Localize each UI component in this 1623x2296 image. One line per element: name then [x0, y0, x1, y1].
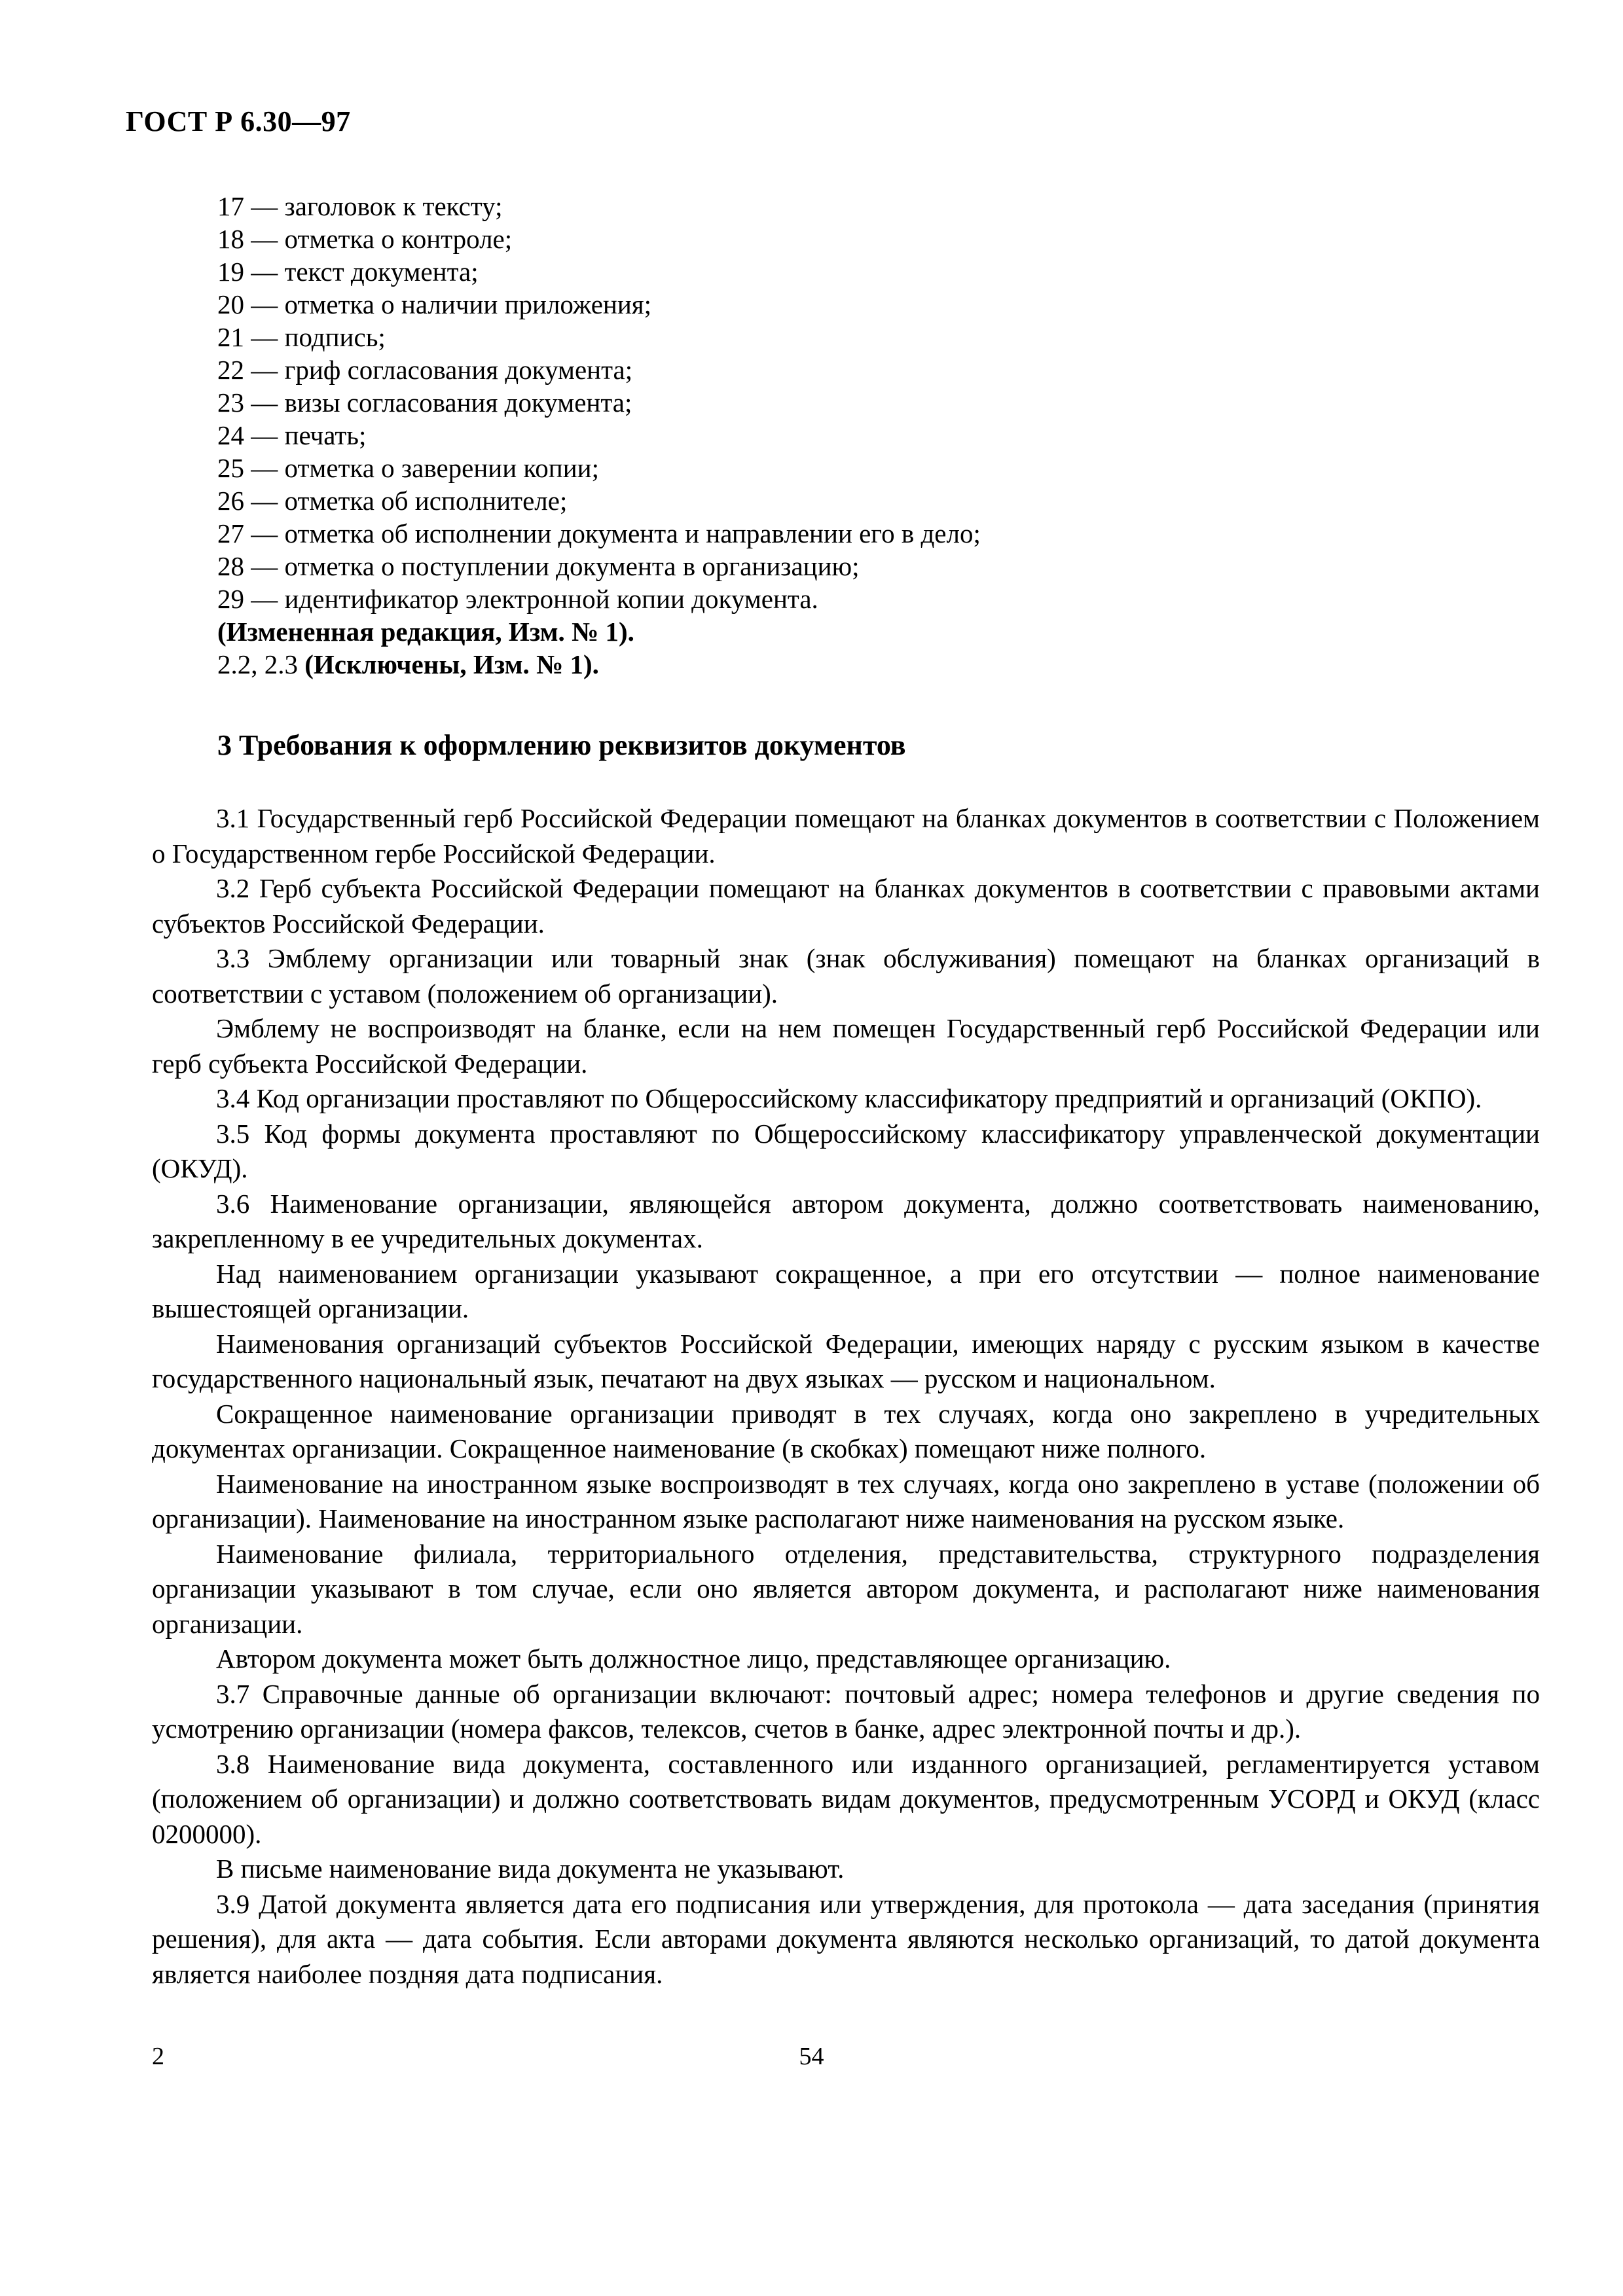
paragraph-3-1: 3.1 Государственный герб Российской Федерации помещают на бланках документов в соответствии с Положением о Государственном гербе Российской Федерации.	[152, 803, 1540, 869]
excluded-note-prefix: 2.2, 2.3	[217, 649, 305, 679]
list-item: 28 — отметка о поступлении документа в организацию;	[217, 551, 860, 581]
paragraph-3-3: 3.3 Эмблему организации или товарный знак (знак обслуживания) помещают на бланках организаций в соответствии с уставом (положением об организации).	[152, 943, 1540, 1009]
page-content	[152, 190, 1540, 1992]
paragraph-3-7: 3.7 Справочные данные об организации включают: почтовый адрес; номера телефонов и другие сведения по усмотрению организации (номера факсов, телексов, счетов в банке, адрес электронной почты и др.).	[152, 1678, 1540, 1744]
list-item: 18 — отметка о контроле;	[217, 224, 513, 254]
paragraph-letter-no-doc-type: В письме наименование вида документа не указывают.	[216, 1854, 845, 1884]
requisites-list	[152, 190, 1540, 615]
list-item: 17 — заголовок к тексту;	[217, 191, 503, 221]
excluded-note-bold: (Исключены, Изм. № 1).	[304, 649, 599, 679]
paragraph-emblem-not-reproduced: Эмблему не воспроизводят на бланке, если на нем помещен Государственный герб Российской Федерации или герб субъекта Российской Федерации.	[152, 1013, 1540, 1079]
footer-page-number-center: 54	[799, 2043, 824, 2070]
list-item: 22 — гриф согласования документа;	[217, 355, 633, 385]
footer-page-number-left: 2	[152, 2043, 164, 2070]
paragraph-foreign-language-name: Наименование на иностранном языке воспроизводят в тех случаях, когда оно закреплено в уставе (положении об организации). Наименование на иностранном языке располагают ниже наименования на русском языке.	[152, 1468, 1540, 1534]
standard-header: ГОСТ Р 6.30—97	[126, 105, 351, 137]
list-item: 29 — идентификатор электронной копии документа.	[217, 584, 818, 614]
excluded-note	[152, 648, 1540, 681]
list-item: 25 — отметка о заверении копии;	[217, 453, 599, 483]
paragraph-branch-name: Наименование филиала, территориального отделения, представительства, структурного подразделения организации указывают в том случае, если оно является автором документа, и располагают ниже наименования организации.	[152, 1538, 1540, 1639]
paragraph-short-name: Сокращенное наименование организации приводят в тех случаях, когда оно закреплено в учредительных документах организации. Сокращенное наименование (в скобках) помещают ниже полного.	[152, 1398, 1540, 1463]
paragraph-superior-organization: Над наименованием организации указывают сокращенное, а при его отсутствии — полное наименование вышестоящей организации.	[152, 1258, 1540, 1323]
paragraph-3-2: 3.2 Герб субъекта Российской Федерации помещают на бланках документов в соответствии с правовыми актами субъектов Российской Федерации.	[152, 873, 1540, 939]
paragraph-author-official: Автором документа может быть должностное лицо, представляющее организацию.	[216, 1643, 1171, 1674]
list-item: 20 — отметка о наличии приложения;	[217, 289, 652, 319]
paragraph-3-6: 3.6 Наименование организации, являющейся автором документа, должно соответствовать наименованию, закрепленному в ее учредительных документах.	[152, 1188, 1540, 1253]
paragraph-3-8: 3.8 Наименование вида документа, составленного или изданного организацией, регламентируется уставом (положением об организации) и должно соответствовать видам документов, предусмотренным УСОРД и ОКУД (класс 0200000).	[152, 1748, 1540, 1849]
list-item: 21 — подпись;	[217, 322, 386, 352]
page-footer	[0, 2042, 1623, 2081]
paragraph-3-4: 3.4 Код организации проставляют по Общероссийскому классификатору предприятий и организаций (ОКПО).	[216, 1083, 1482, 1113]
section-heading: 3 Требования к оформлению реквизитов документов	[217, 729, 906, 761]
list-item: 24 — печать;	[217, 420, 367, 450]
amendment-note: (Измененная редакция, Изм. № 1).	[217, 617, 634, 647]
list-item: 27 — отметка об исполнении документа и направлении его в дело;	[217, 518, 981, 548]
paragraph-3-5: 3.5 Код формы документа проставляют по Общероссийскому классификатору управленческой документации (ОКУД).	[152, 1118, 1540, 1183]
list-item: 23 — визы согласования документа;	[217, 387, 632, 418]
paragraph-3-9: 3.9 Датой документа является дата его подписания или утверждения, для протокола — дата заседания (принятия решения), для акта — дата события. Если авторами документа являются несколько организаций, то датой документа является наиболее поздняя дата подписания.	[152, 1888, 1540, 1989]
list-item: 26 — отметка об исполнителе;	[217, 486, 568, 516]
paragraph-subject-organizations: Наименования организаций субъектов Российской Федерации, имеющих наряду с русским языком в качестве государственного национальный язык, печатают на двух языках — русском и национальном.	[152, 1328, 1540, 1393]
list-item: 19 — текст документа;	[217, 257, 479, 287]
